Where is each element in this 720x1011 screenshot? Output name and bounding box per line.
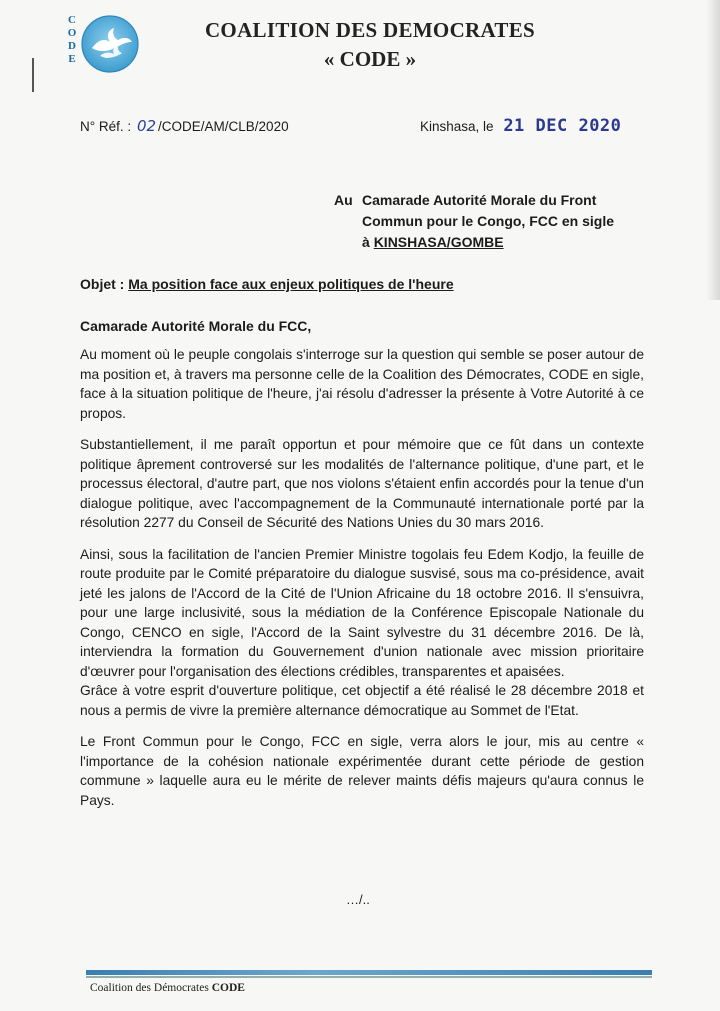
doves-emblem-icon — [80, 14, 140, 74]
footer-text — [90, 982, 245, 994]
reference-suffix: /CODE/AM/CLB/2020 — [158, 119, 289, 134]
addressee-city-prefix: à — [362, 234, 370, 250]
letter-body — [80, 345, 644, 822]
salutation: Camarade Autorité Morale du FCC, — [80, 318, 312, 334]
logo-letter: C — [68, 14, 76, 26]
body-paragraph: Au moment où le peuple congolais s'interroge sur la question qui semble se poser autour de ma position et, à travers ma personne celle de la Coalition des Démocrates, CODE en sigle, face à la situation politique de l'heure, j'ai résolu d'adresser la présente à Votre Autorité à ce propos. — [80, 347, 644, 421]
addressee-city: KINSHASA/GOMBE — [373, 234, 504, 250]
logo-letter: O — [67, 27, 77, 39]
subject-label: Objet : — [80, 276, 125, 292]
reference-number — [80, 117, 289, 135]
org-acronym: « CODE » — [323, 47, 417, 71]
body-paragraph: Ainsi, sous la facilitation de l'ancien Premier Ministre togolais feu Edem Kodjo, la feuille de route produite par le Comité préparatoire du dialogue susvisé, sous ma co-présidence, avait jeté les jalons de l'Accord de la Cité de l'Union Africaine du 18 octobre 2016. Il s'ensuivra, pour une large inclusivité, sous la médiation de la Conférence Episcopale Nationale du Congo, CENCO en sigle, l'Accord de la Saint sylvestre du 31 décembre 2016. De là, interviendra la formation du Gouvernement d'union nationale avec mission prioritaire d'œuvrer pour l'organisation des élections crédibles, transparentes et apaisées. — [80, 546, 644, 679]
place-and-date — [420, 116, 621, 136]
page-edge-shadow — [706, 0, 720, 300]
body-paragraph: Substantiellement, il me paraît opportun et pour mémoire que ce fût dans un contexte politique âprement controversé sur les modalités de l'alternance politique, d'une part, et le processus électoral, d'autre part, que nos violons s'étaient enfin accordés pour la tenue d'un dialogue politique, avec l'accompagnement de la Communauté internationale porté par la résolution 2277 du Conseil de Sécurité des Nations Unies du 30 mars 2016. — [80, 437, 644, 530]
footer-rule — [86, 970, 652, 975]
addressee-prefix: Au — [334, 192, 353, 208]
footer-org: Coalition des Démocrates — [90, 982, 209, 994]
reference-handwritten-number: 02 — [136, 117, 157, 135]
reference-label: N° Réf. : — [80, 119, 132, 134]
addressee-line: Commun pour le Congo, FCC en sigle — [362, 213, 614, 229]
code-logo — [66, 14, 146, 78]
body-paragraph: Le Front Commun pour le Congo, FCC en sigle, verra alors le jour, mis au centre « l'importance de la cohésion nationale expérimentée durant cette période de gestion commune » laquelle aura eu le mérite de relever maints défis majeurs qu'aura connus le Pays. — [80, 734, 644, 808]
letterhead-title — [150, 18, 590, 72]
org-name: COALITION DES DEMOCRATES — [204, 18, 536, 42]
logo-letter: E — [68, 53, 76, 65]
addressee-block — [334, 190, 664, 250]
body-paragraph: Grâce à votre esprit d'ouverture politique, cet objectif a été réalisé le 28 décembre 2018 et nous a permis de vivre la première alternance démocratique au Sommet de l'Etat. — [80, 683, 644, 718]
scan-mark — [32, 58, 34, 92]
place-label: Kinshasa, le — [420, 119, 494, 134]
footer-acronym: CODE — [211, 982, 245, 994]
logo-letter: D — [68, 40, 76, 52]
subject-text: Ma position face aux enjeux politiques de l'heure — [128, 276, 454, 292]
subject-line — [80, 276, 454, 292]
date-stamp: 21 DEC 2020 — [503, 116, 622, 136]
logo-letters — [66, 14, 78, 66]
footer-rule-thin — [86, 976, 652, 978]
addressee-line: Camarade Autorité Morale du Front — [362, 192, 597, 208]
continuation-mark: …/.. — [346, 892, 370, 907]
